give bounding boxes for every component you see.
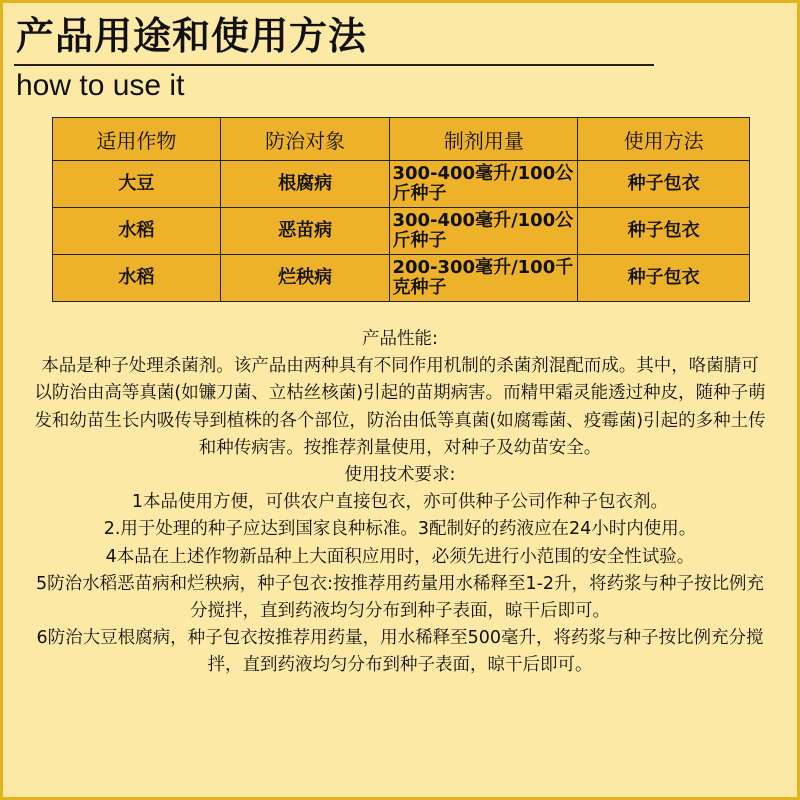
requirement-item: 6防治大豆根腐病，种子包衣按推荐用药量，用水稀释至500毫升，将药浆与种子按比例充分搅拌，直到药液均匀分布到种子表面，晾干后即可。 [36, 628, 764, 676]
performance-heading: 产品性能: [362, 329, 438, 349]
cell-target: 烂秧病 [220, 255, 390, 302]
cell-crop: 大豆 [53, 161, 221, 208]
requirement-item: 4本品在上述作物新品种上大面积应用时，必须先进行小范围的安全性试验。 [105, 546, 695, 567]
title-underline [14, 64, 654, 66]
column-header-crop: 适用作物 [53, 118, 221, 161]
requirement-item: 5防治水稻恶苗病和烂秧病，种子包衣:按推荐用药量用水稀释至1-2升，将药浆与种子按比例充分搅拌，直到药液均匀分布到种子表面，晾干后即可。 [35, 573, 765, 622]
cell-method: 种子包衣 [578, 161, 750, 208]
page-title: 产品用途和使用方法 [16, 14, 368, 58]
description-block [34, 326, 766, 680]
cell-crop: 水稻 [53, 255, 221, 302]
cell-dosage: 200-300毫升/100千克种子 [390, 255, 578, 302]
table-row [53, 255, 750, 302]
table-header-row [53, 118, 750, 161]
cell-method: 种子包衣 [578, 208, 750, 255]
table-row [53, 208, 750, 255]
cell-crop: 水稻 [53, 208, 221, 255]
performance-text: 本品是种子处理杀菌剂。该产品由两种具有不同作用机制的杀菌剂混配而成。其中，咯菌腈可以防治由高等真菌(如镰刀菌、立枯丝核菌)引起的苗期病害。而精甲霜灵能透过种皮，随种子萌发和幼苗生长内吸传导到植株的各个部位，防治由低等真菌(如腐霉菌、疫霉菌)引起的多种土传和种传病害。按推荐剂量使用，对种子及幼苗安全。 [34, 356, 766, 458]
cell-dosage: 300-400毫升/100公斤种子 [390, 208, 578, 255]
cell-target: 根腐病 [220, 161, 390, 208]
cell-method: 种子包衣 [578, 255, 750, 302]
requirements-heading: 使用技术要求: [344, 465, 456, 486]
column-header-dosage: 制剂用量 [390, 118, 578, 161]
column-header-method: 使用方法 [578, 118, 750, 161]
table-row [53, 161, 750, 208]
requirement-item: 2.用于处理的种子应达到国家良种标准。3配制好的药液应在24小时内使用。 [103, 519, 697, 540]
cell-dosage: 300-400毫升/100公斤种子 [390, 161, 578, 208]
usage-table [52, 117, 750, 302]
requirement-item: 1本品使用方便，可供农户直接包衣，亦可供种子公司作种子包衣剂。 [131, 492, 669, 513]
cell-target: 恶苗病 [220, 208, 390, 255]
column-header-target: 防治对象 [220, 118, 390, 161]
page-subtitle: how to use it [16, 69, 185, 102]
